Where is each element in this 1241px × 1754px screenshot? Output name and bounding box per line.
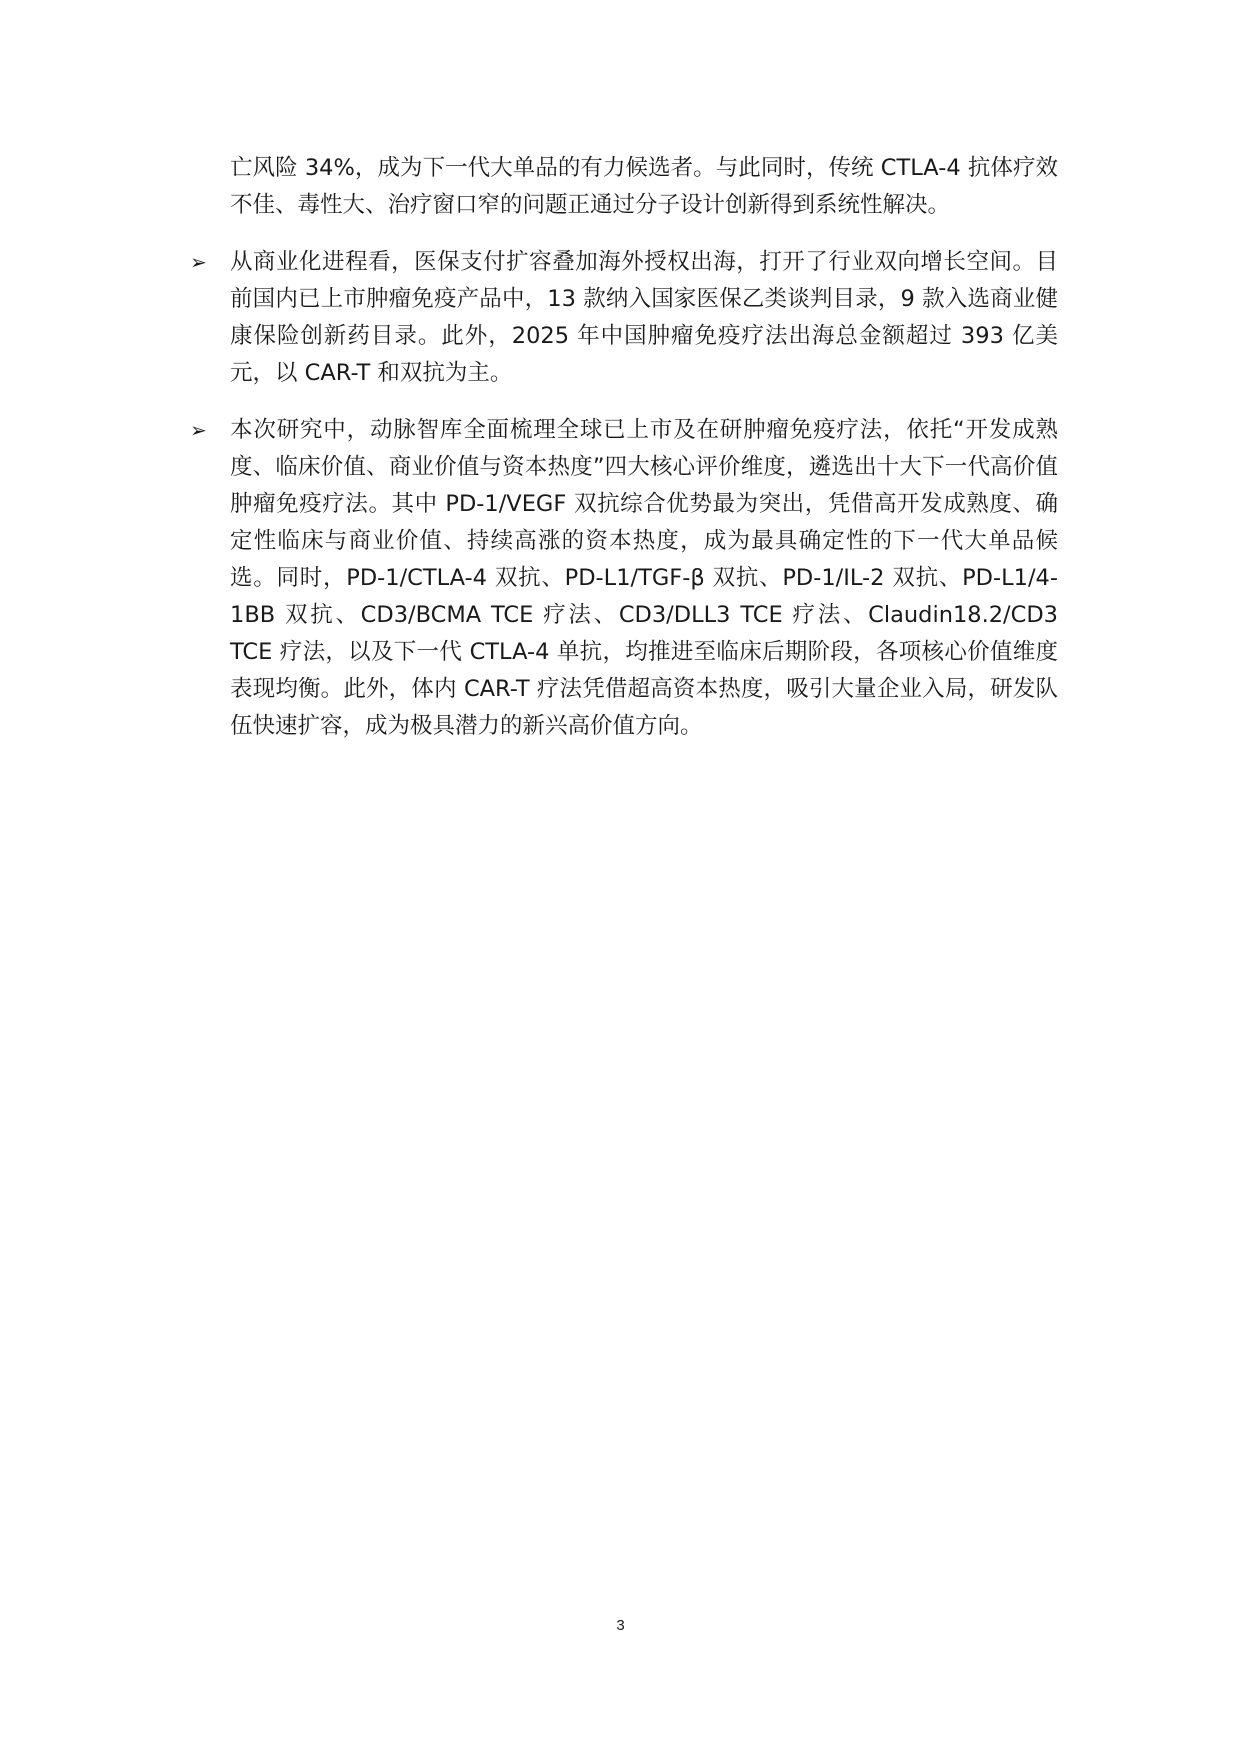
bullet-list [190,244,1058,745]
bullet-item-research-summary [190,412,1058,745]
bullet-item-commercialization [190,244,1058,392]
page-number: 3 [616,1617,625,1634]
bullet-text: 本次研究中，动脉智库全面梳理全球已上市及在研肿瘤免疫疗法，依托“开发成熟度、临床价值、商业价值与资本热度”四大核心评价维度，遴选出十大下一代高价值肿瘤免疫疗法。其中 PD-1/VEGF 双抗综合优势最为突出，凭借高开发成熟度、确定性临床与商业价值、持续高涨的资本热度，成为最具确定性的下一代大单品候选。同时，PD-1/CTLA-4 双抗、PD-L1/TGF-β 双抗、PD-1/IL-2 双抗、PD-L1/4-1BB 双抗、CD3/BCMA TCE 疗法、CD3/DLL3 TCE 疗法、Claudin18.2/CD3 TCE 疗法，以及下一代 CTLA-4 单抗，均推进至临床后期阶段，各项核心价值维度表现均衡。此外，体内 CAR-T 疗法凭借超高资本热度，吸引大量企业入局，研发队伍快速扩容，成为极具潜力的新兴高价值方向。 [230,417,1058,739]
document-body [190,150,1058,745]
continuation-paragraph: 亡风险 34%，成为下一代大单品的有力候选者。与此同时，传统 CTLA-4 抗体疗效不佳、毒性大、治疗窗口窄的问题正通过分子设计创新得到系统性解决。 [230,155,1058,218]
bullet-text: 从商业化进程看，医保支付扩容叠加海外授权出海，打开了行业双向增长空间。目前国内已上市肿瘤免疫产品中，13 款纳入国家医保乙类谈判目录，9 款入选商业健康保险创新药目录。此外，2025 年中国肿瘤免疫疗法出海总金额超过 393 亿美元，以 CAR-T 和双抗为主。 [230,249,1058,386]
arrow-bullet-icon: ➢ [190,250,207,274]
arrow-bullet-icon: ➢ [190,418,207,442]
